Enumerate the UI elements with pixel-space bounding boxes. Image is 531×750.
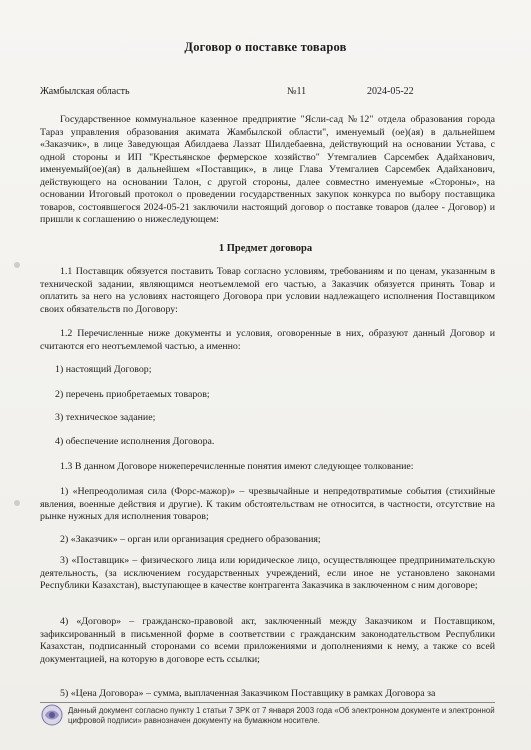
footer-divider [40,702,495,703]
definition-contract-price: 5) «Цена Договора» – сумма, выплаченная Заказчиком Поставщику в рамках Договора за [60,688,436,699]
definition-contract: 4) «Договор» – гражданско-правовой акт, заключенный между Заказчиком и Поставщиком, зафиксированный в письменной форме в соответствии с гражданским законодательством Республики Казахстан, подписанный сторонами со всеми приложениями и дополнениями к нему, а также со всей документацией, на которую в договоре есть ссылки; [40,616,495,665]
contract-date: 2024-05-22 [367,86,414,97]
list-item: 4) обеспечение исполнения Договора. [55,436,215,447]
section-heading: 1 Предмет договора [218,243,313,254]
clause-1-2: 1.2 Перечисленные ниже документы и условия, оговоренные в них, образуют данный Договор и считаются его неотъемлемой частью, а именно: [40,328,495,352]
list-item: 3) техническое задание; [55,412,156,423]
preamble-paragraph: Государственное коммунальное казенное предприятие "Ясли-сад №12" отдела образования города Тараз управления образования акимата Жамбылской области", именуемый (ое)(ая) в дальнейшем «Заказчик», в лице Заведующая Абилдаева Лаззат Шилдебаевна, действующий на основании Устава, с одной стороны и ИП "Крестьянское фермерское хозяйство" Утемгалиев Сарсембек Адайханович, именуемый(ое)(ая) в дальнейшем «Поставщик», в лице Глава Утемгалиев Сарсембек Адайханович, действующего на основании Талон, с другой стороны, далее совместно именуемые «Стороны», на основании Итоговый протокол о проведении государственных закупок конкурса по выбору поставщика товаров, состоявшегося 2024-05-21 заключили настоящий договор о поставке товаров (далее - Договор) и пришли к соглашению о нижеследующем: [40,114,495,225]
contract-number: №11 [287,86,307,97]
list-item: 2) перечень приобретаемых товаров; [55,389,210,400]
region-label: Жамбылская область [40,86,130,97]
clause-1-1: 1.1 Поставщик обязуется поставить Товар согласно условиям, требованиям и по ценам, указанным в технической задании, являющимся неотъемлемой его частью, а Заказчик обязуется принять Товар и оплатить за него на условиях настоящего Договора при условии надлежащего исполнения Поставщиком своих обязательств по Договору: [40,266,495,315]
list-item: 1) настоящий Договор; [55,364,152,375]
clause-1-3: 1.3 В данном Договоре нижеперечисленные понятия имеют следующее толкование: [60,461,414,472]
definition-customer: 2) «Заказчик» – орган или организация среднего образования; [60,534,321,545]
definition-force-majeure: 1) «Непреодолимая сила (Форс-мажор)» – чрезвычайные и непредотвратимые события (стихийные явления, военные действия и другие). К таким обстоятельствам не относится, в частности, отсутствие на рынке нужных для исполнения товаров; [40,486,495,522]
definition-supplier: 3) «Поставщик» – физического лица или юридическое лицо, осуществляющее предпринимательскую деятельность, (за исключением государственных учреждений, если иное не установлено законами Республики Казахстан), выступающее в качестве контрагента Заказчика в заключенном с ним договоре; [40,555,495,591]
punch-hole-mark [14,262,20,268]
punch-hole-mark [14,500,20,506]
digital-signature-icon [40,703,64,727]
footer-note: Данный документ согласно пункту 1 статьи 7 ЗРК от 7 января 2003 года «Об электронном документе и электронной цифровой подписи» равнозначен документу на бумажном носителе. [68,706,495,725]
document-title: Договор о поставке товаров [184,40,347,54]
